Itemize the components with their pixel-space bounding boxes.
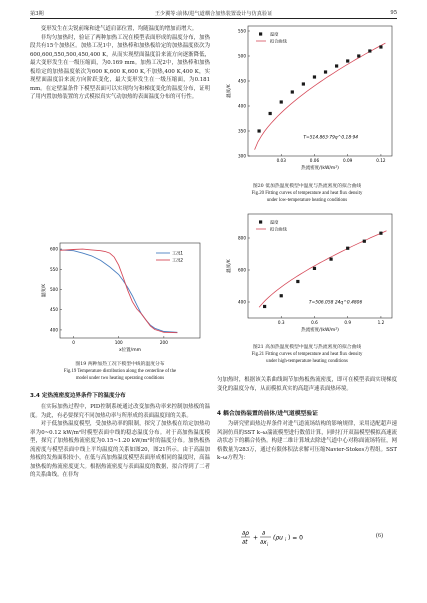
x-tick-label: 200 xyxy=(159,340,168,345)
y-tick-label: 800 xyxy=(238,235,246,241)
data-point xyxy=(313,267,316,270)
svg-text:(ρu: (ρu xyxy=(273,534,283,542)
data-point xyxy=(368,49,371,52)
fig19-caption-en: model under two heating operating conditions xyxy=(75,376,165,381)
legend-label: 温度 xyxy=(270,219,279,225)
data-point xyxy=(379,45,382,48)
fit-curve xyxy=(259,231,386,307)
y-tick-label: 300 xyxy=(238,153,246,159)
y-tick-label: 600 xyxy=(238,267,246,273)
x-tick-label: 0.09 xyxy=(343,158,353,163)
svg-text:∂: ∂ xyxy=(262,530,266,537)
figure-19 xyxy=(38,238,208,358)
data-point xyxy=(296,280,299,283)
x-tick-label: 100 xyxy=(114,340,123,345)
svg-text:+: + xyxy=(253,534,259,542)
data-point xyxy=(324,70,327,73)
journal-issue: 第3期 xyxy=(30,11,44,17)
legend-label: 拟合曲线 xyxy=(270,226,287,232)
legend-label: 温度 xyxy=(270,31,279,37)
svg-text:∂t: ∂t xyxy=(242,539,248,546)
y-tick-label: 450 xyxy=(50,307,58,313)
y-axis-label: 温度/K xyxy=(227,259,232,273)
data-point xyxy=(280,294,283,297)
figure-21 xyxy=(222,210,400,342)
data-point xyxy=(302,82,305,85)
data-point xyxy=(346,59,349,62)
equation-6 xyxy=(240,527,330,549)
data-point xyxy=(335,64,338,67)
fig21-caption-cn: 图21 高加热温度模型中温度与热流密度的拟合曲线 xyxy=(252,345,362,350)
left-col-top xyxy=(30,25,210,102)
legend-label: 拟合曲线 xyxy=(270,38,287,44)
series-line-1 xyxy=(60,250,177,332)
fig21-caption xyxy=(217,344,397,365)
fig20-caption-cn: 图20 低加热温度模型中温度与热流密度的拟合曲线 xyxy=(252,184,362,189)
data-point xyxy=(263,305,266,308)
x-tick-label: 0.12 xyxy=(376,158,386,163)
y-tick-label: 500 xyxy=(238,53,246,59)
legend-marker xyxy=(259,32,262,35)
right-col-bottom xyxy=(217,420,397,463)
data-point xyxy=(363,240,366,243)
y-tick-label: 400 xyxy=(238,103,246,109)
fig20-caption-en: under low-temperature heating conditions xyxy=(266,198,348,203)
x-tick-label: 0.03 xyxy=(276,158,286,163)
data-point xyxy=(269,112,272,115)
page-number: 95 xyxy=(390,10,397,16)
fit-formula: T=506.058 24q^0.4806 xyxy=(308,300,363,306)
legend-marker xyxy=(259,220,262,223)
running-title: 王少翼等:前体/进气道耦合加热装置设计与仿真验证 xyxy=(154,11,273,17)
fig20-caption-en: Fig.20 Fitting curves of temperature and heat flux density xyxy=(251,191,363,196)
figure-20 xyxy=(222,22,400,180)
legend-label: 工况1 xyxy=(172,250,184,256)
y-axis-label: 温度/K xyxy=(42,283,47,298)
x-tick-label: 0.9 xyxy=(344,320,352,325)
fig19-caption-cn: 图19 两种加热工况下模型中线的温度分布 xyxy=(75,362,165,367)
paragraph: 对于低加热温度模型，受加热功率的限制，探究了加热板在给定加热功率为0~0.12 kW/m²时模型表面中线的稳态温度分布。对于高加热温度模型，探究了加热板热流密度为0.15~1.20 kW/m²时的温度分布。加热板热流密度与模型表面中线上平均温度的关系如图20，图21所示。由于高温加热板的发热面积较小，在低与高加热温度模型表面形成相同的温度时，高温加热板的热流密度更大。根据热流密度与表面温度的数据，拟合得到了二者的关系曲线。在非均 xyxy=(30,421,210,478)
y-tick-label: 550 xyxy=(238,28,246,34)
fig19-caption-en: Fig.19 Temperature distribution along the centerline of the xyxy=(63,369,177,374)
x-axis-label: x位置/mm xyxy=(119,348,141,353)
svg-text:i: i xyxy=(267,542,269,547)
data-point xyxy=(291,90,294,93)
y-tick-label: 350 xyxy=(238,128,246,134)
paragraph: 变形发生在尖锐前缘和进气道肩部位置，均随温度的增加而增大。 xyxy=(40,26,198,32)
y-tick-label: 550 xyxy=(50,266,58,272)
y-tick-label: 400 xyxy=(238,299,246,305)
equation-number: (6) xyxy=(376,533,383,539)
x-axis-label: 热流密度/(kW/m²) xyxy=(301,328,339,333)
x-tick-label: 0 xyxy=(72,340,75,345)
fig20-caption xyxy=(217,183,397,204)
fig19-caption xyxy=(30,361,210,382)
right-col-top xyxy=(217,376,397,393)
data-point xyxy=(329,258,332,261)
y-tick-label: 400 xyxy=(50,327,58,333)
svg-text:i: i xyxy=(285,537,287,542)
y-axis-label: 温度/K xyxy=(227,84,232,98)
svg-text:) = 0: ) = 0 xyxy=(288,534,303,542)
data-point xyxy=(357,54,360,57)
section-heading: 3.4 定热流密度边界条件下的温度分布 xyxy=(30,393,126,399)
data-point xyxy=(257,129,260,132)
paragraph: 非均匀加热时，验证了两种加热工况在模型表面形成的温度分布，加热段共有15个加热区。加热工况1中，加热棒和加热板给定的加热温度依次为600,600,550,500,450,400 K，从而实现壁面温度沿来流方向逐渐降低，最大变形发生在一级压缩面，为0.169 mm。加热工况2中，加热棒和加热板给定的加热温度依次为600 K,600 K,600 K,不加热,400 K,400 K，实现壁面温度沿来流方向阶跃变化，最大变形发生在一级压缩面，为0.181 mm。在定壁温条件下模型表面可以实现均匀和梯度变化的温度分布，证明了用内置加热装置的方式模拟真实气动加热的表面温度分布的可行性。 xyxy=(30,34,210,100)
svg-text:∂ρ: ∂ρ xyxy=(242,530,249,537)
x-tick-label: 0.6 xyxy=(311,320,318,325)
data-point xyxy=(346,247,349,250)
fig21-caption-en: Fig.21 Fitting curves of temperature and heat flux density xyxy=(251,352,363,357)
fit-curve xyxy=(255,43,386,150)
y-tick-label: 450 xyxy=(238,78,246,84)
paragraph: 匀加热时，根据该关系曲线调节加热板热流密度，即可在模型表面实现梯度变化的温度分布，从而模拟真实的高超声速表面热环境。 xyxy=(217,377,397,392)
data-point xyxy=(280,100,283,103)
fig21-caption-en: under high-temperature heating conditions xyxy=(266,359,348,364)
section-heading: 4 耦合加热装置的前体/进气道模型验证 xyxy=(217,411,318,417)
paragraph: 在实际加热过程中，PID控制系统通过改变加热功率来控制加热板的温度。为此，有必要探究不同加热功率与所形成的表面温度间的关系。 xyxy=(30,404,210,419)
x-tick-label: 0.06 xyxy=(309,158,320,163)
data-point xyxy=(379,232,382,235)
series-line-2 xyxy=(60,249,177,333)
x-tick-label: 1.2 xyxy=(377,320,385,325)
x-axis-label: 热流密度/(kW/m²) xyxy=(301,166,339,171)
svg-text:∂x: ∂x xyxy=(260,539,267,546)
y-tick-label: 500 xyxy=(50,286,58,292)
data-point xyxy=(313,75,316,78)
y-tick-label: 600 xyxy=(50,246,58,252)
header-rule xyxy=(30,18,397,19)
fit-formula: T=514.863·79q^0.18·94 xyxy=(303,135,359,141)
legend-label: 工况2 xyxy=(172,257,184,263)
paragraph: 为研究壁面热边界条件对进气道流场结构的影响规律，采用适配超声速风洞仿真的SST k–ω湍流模型进行数值计算，同时打开双温模型模拟高速流动状态下的耦合传热。构建二维计算域去除进气道中心对称面流场特征，网格数量为283万，通过有限体积法求解可压缩Navier-Stokes方程组。SST k–ω方程为： xyxy=(217,421,397,461)
left-col-bottom xyxy=(30,403,210,480)
x-tick-label: 0.3 xyxy=(277,320,285,325)
